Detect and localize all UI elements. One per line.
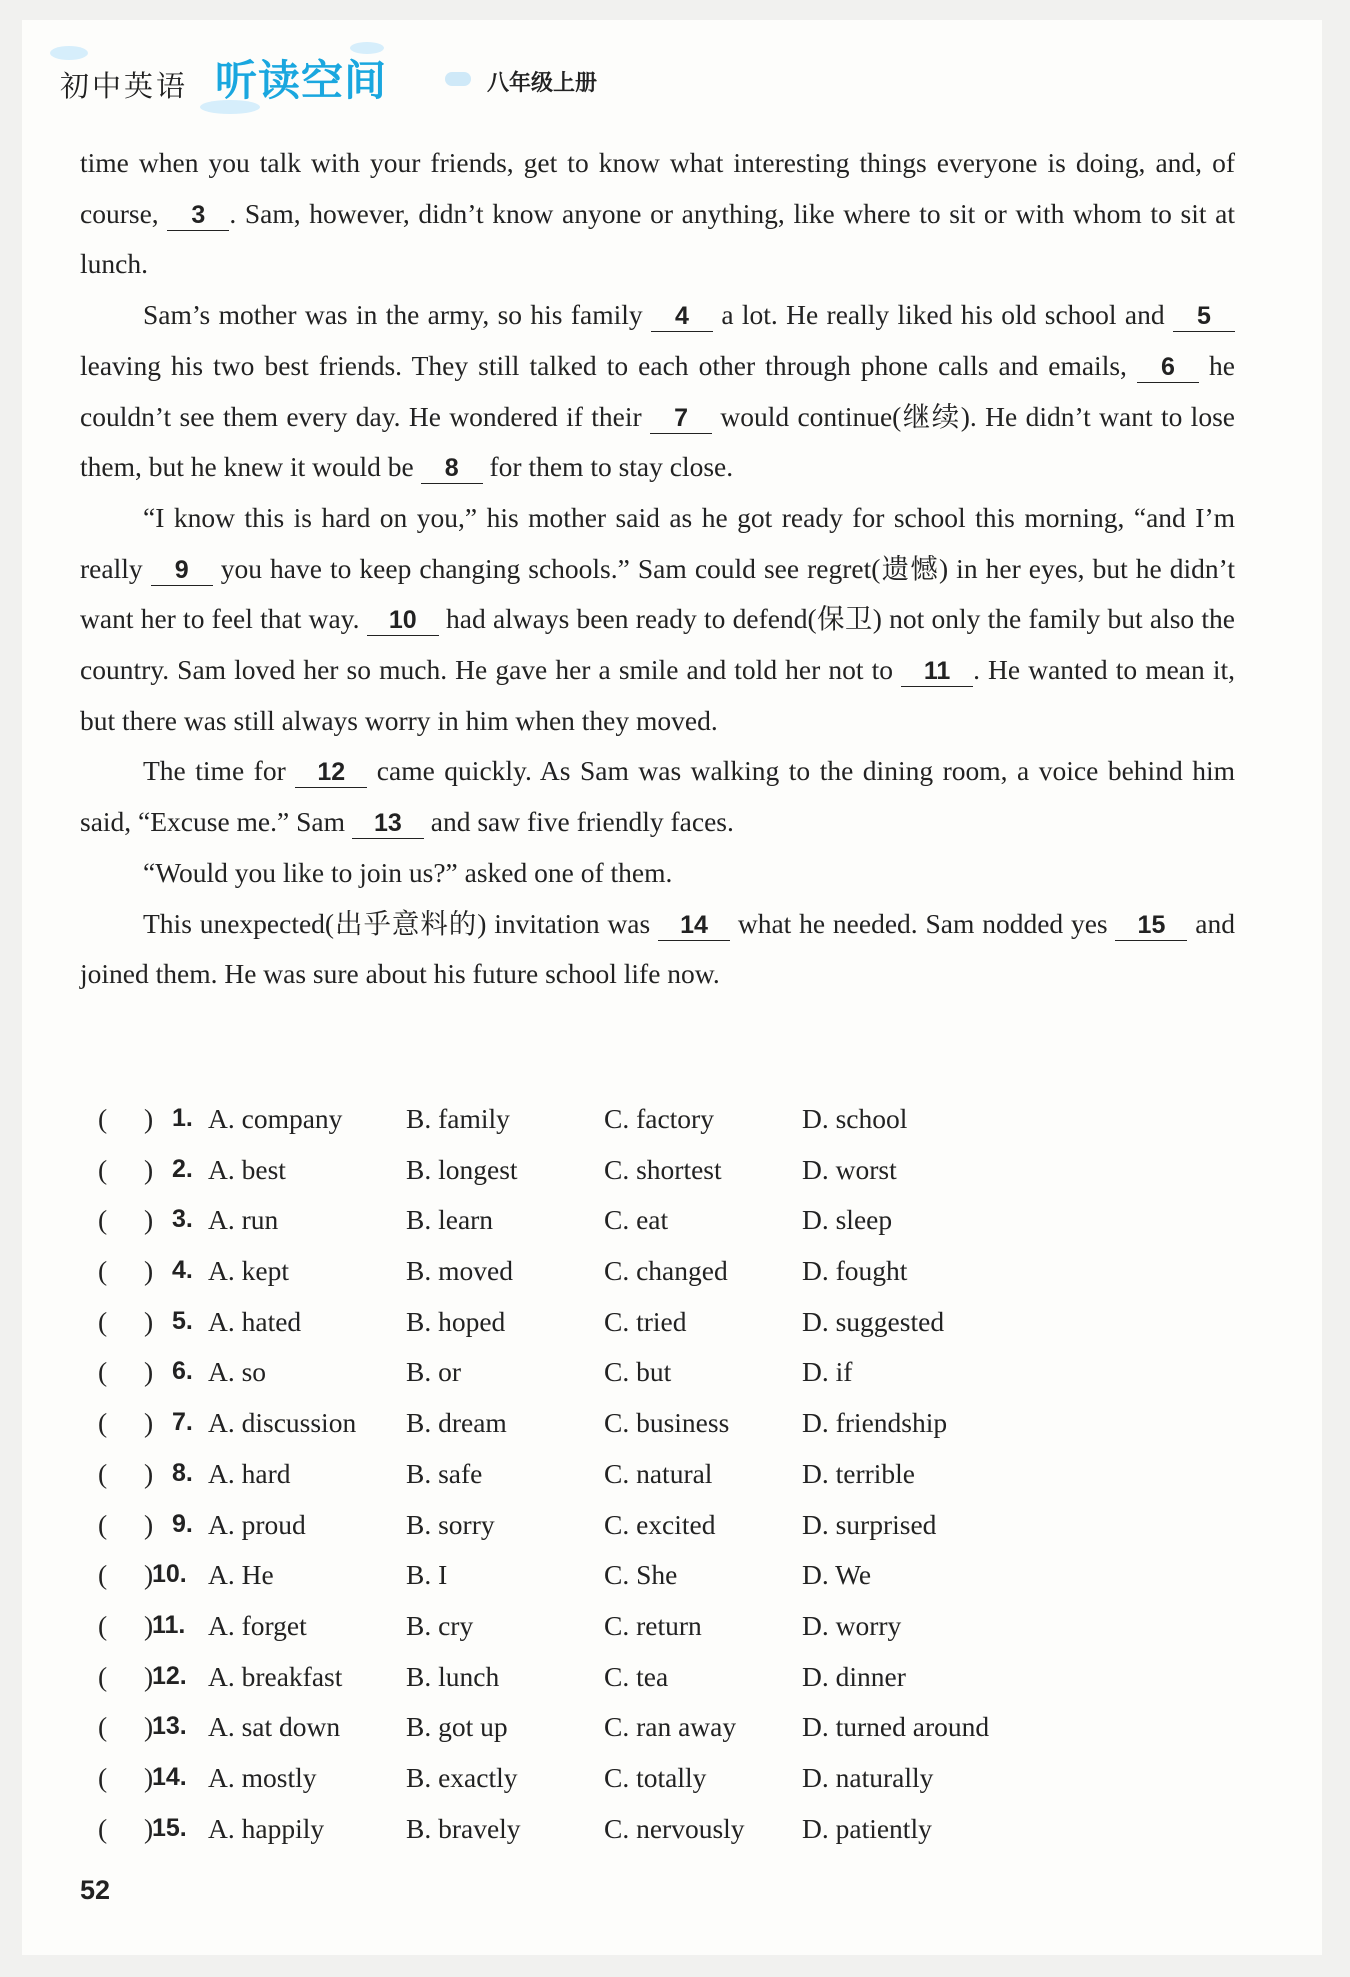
passage-paragraph (80, 899, 1235, 1000)
passage-text: and saw five friendly faces. (423, 806, 734, 838)
option-d: D. naturally (802, 1761, 934, 1793)
option-b: B. hoped (406, 1305, 506, 1337)
blank-13: 13 (352, 808, 424, 839)
question-number: 14. (152, 1762, 187, 1791)
option-d: D. worst (802, 1153, 897, 1185)
option-d: D. fought (802, 1255, 908, 1287)
option-a: A. proud (208, 1508, 306, 1540)
answer-bracket-close: ) (144, 1761, 154, 1793)
blank-9: 9 (151, 555, 213, 586)
option-b: B. I (406, 1559, 448, 1591)
blank-8: 8 (421, 453, 483, 484)
option-c: C. tried (604, 1305, 687, 1337)
option-a: A. run (208, 1204, 279, 1236)
option-a: A. breakfast (208, 1660, 343, 1692)
answer-bracket-open: ( (98, 1204, 108, 1236)
question-number: 12. (152, 1661, 187, 1690)
answer-bracket-open: ( (98, 1812, 108, 1844)
option-c: C. changed (604, 1255, 728, 1287)
answer-bracket-close: ) (144, 1204, 154, 1236)
option-c: C. tea (604, 1660, 669, 1692)
option-b: B. got up (406, 1711, 508, 1743)
option-c: C. excited (604, 1508, 716, 1540)
option-d: D. dinner (802, 1660, 906, 1692)
blank-4: 4 (651, 301, 713, 332)
question-row (98, 1754, 1248, 1805)
page-header (50, 40, 650, 120)
option-d: D. if (802, 1356, 853, 1388)
option-b: B. bravely (406, 1812, 521, 1844)
question-row (98, 1703, 1248, 1754)
passage-text: Sam’s mother was in the army, so his family (143, 299, 651, 331)
option-a: A. discussion (208, 1407, 357, 1439)
answer-bracket-close: ) (144, 1660, 154, 1692)
passage-text: and joined them. He was sure about his future school life now. (80, 907, 1235, 990)
passage-paragraph (80, 848, 1235, 899)
option-c: C. return (604, 1609, 702, 1641)
question-row (98, 1805, 1248, 1856)
option-a: A. forget (208, 1609, 307, 1641)
option-b: B. dream (406, 1407, 507, 1439)
question-number: 6. (172, 1357, 193, 1386)
passage-text: for them to stay close. (482, 451, 734, 483)
question-number: 13. (152, 1712, 187, 1741)
cloud-decoration-icon (50, 46, 88, 60)
option-b: B. learn (406, 1204, 494, 1236)
blank-7: 7 (650, 403, 712, 434)
option-a: A. sat down (208, 1711, 341, 1743)
answer-bracket-close: ) (144, 1356, 154, 1388)
option-b: B. longest (406, 1153, 518, 1185)
passage-paragraph (80, 138, 1235, 290)
question-number: 10. (152, 1560, 187, 1589)
blank-10: 10 (367, 605, 439, 636)
option-d: D. patiently (802, 1812, 932, 1844)
question-number: 3. (172, 1205, 193, 1234)
passage-text: “I know this is hard on you,” his mother said as he got ready for school this morning, “and I’m really (80, 501, 1235, 584)
answer-bracket-close: ) (144, 1457, 154, 1489)
passage-text: had always been ready to defend(保卫) not only the family but also the country. Sam loved her so much. He gave her a smile and told her not to (80, 603, 1236, 686)
answer-bracket-open: ( (98, 1508, 108, 1540)
question-row (98, 1247, 1248, 1298)
question-number: 5. (172, 1306, 193, 1335)
passage-paragraph (80, 746, 1235, 847)
question-row (98, 1348, 1248, 1399)
option-d: D. surprised (802, 1508, 937, 1540)
question-row (98, 1298, 1248, 1349)
option-b: B. or (406, 1356, 461, 1388)
blank-12: 12 (295, 757, 367, 788)
option-c: C. nervously (604, 1812, 745, 1844)
question-number: 11. (152, 1610, 186, 1639)
passage-text: he couldn’t see them every day. He wondered if their (80, 349, 1235, 432)
blank-14: 14 (658, 910, 730, 941)
answer-bracket-open: ( (98, 1255, 108, 1287)
question-row (98, 1602, 1248, 1653)
option-c: C. She (604, 1559, 678, 1591)
blank-11: 11 (901, 656, 973, 687)
series-title: 初中英语 (60, 69, 189, 103)
passage-text: would continue(继续). He didn’t want to lose them, but he knew it would be (80, 400, 1235, 483)
question-row (98, 1501, 1248, 1552)
question-number: 2. (172, 1154, 193, 1183)
option-d: D. worry (802, 1609, 902, 1641)
option-d: D. terrible (802, 1457, 916, 1489)
option-c: C. factory (604, 1103, 714, 1134)
passage-paragraph (80, 493, 1235, 747)
answer-bracket-open: ( (98, 1761, 108, 1793)
passage-paragraph (80, 290, 1235, 493)
option-b: B. lunch (406, 1660, 500, 1692)
grade-badge-icon (445, 72, 471, 86)
option-c: C. natural (604, 1457, 713, 1489)
blank-6: 6 (1137, 352, 1199, 383)
option-d: D. friendship (802, 1407, 948, 1439)
answer-bracket-close: ) (144, 1609, 154, 1641)
option-b: B. sorry (406, 1508, 495, 1540)
option-d: D. suggested (802, 1305, 945, 1337)
passage-text: . He wanted to mean it, but there was still always worry in him when they moved. (80, 654, 1236, 736)
answer-bracket-open: ( (98, 1103, 108, 1134)
blank-5: 5 (1173, 301, 1235, 332)
page-number: 52 (80, 1875, 111, 1905)
grade-label: 八年级上册 (487, 71, 598, 96)
option-b: B. moved (406, 1255, 513, 1287)
option-d: D. turned around (802, 1711, 990, 1743)
option-a: A. kept (208, 1255, 289, 1287)
question-number: 15. (152, 1813, 187, 1842)
passage-text: . Sam, however, didn’t know anyone or anything, like where to sit or with whom to sit at lunch. (80, 197, 1235, 280)
option-a: A. He (208, 1559, 274, 1591)
option-d: D. We (802, 1559, 872, 1591)
option-a: A. company (208, 1103, 343, 1134)
option-a: A. hated (208, 1305, 302, 1337)
answer-bracket-open: ( (98, 1457, 108, 1489)
question-number: 8. (172, 1458, 193, 1487)
passage-text: what he needed. Sam nodded yes (730, 907, 1116, 939)
question-number: 7. (172, 1408, 193, 1437)
question-list (98, 1095, 1248, 1855)
passage-text: time when you talk with your friends, get to know what interesting things everyone is doing, and, of course, (80, 147, 1235, 229)
question-number: 1. (172, 1104, 193, 1132)
option-b: B. safe (406, 1457, 483, 1489)
option-c: C. shortest (604, 1153, 722, 1185)
answer-bracket-close: ) (144, 1559, 154, 1591)
passage-text: “Would you like to join us?” asked one of them. (143, 856, 673, 888)
answer-bracket-close: ) (144, 1153, 154, 1185)
passage-text: a lot. He really liked his old school and (712, 299, 1173, 331)
answer-bracket-close: ) (144, 1711, 154, 1743)
option-b: B. family (406, 1103, 510, 1134)
answer-bracket-open: ( (98, 1660, 108, 1692)
question-row (98, 1095, 1248, 1146)
answer-bracket-open: ( (98, 1609, 108, 1641)
question-row (98, 1146, 1248, 1197)
option-d: D. school (802, 1103, 908, 1134)
answer-bracket-close: ) (144, 1407, 154, 1439)
option-c: C. but (604, 1356, 672, 1388)
question-row (98, 1653, 1248, 1704)
answer-bracket-close: ) (144, 1103, 154, 1134)
option-b: B. exactly (406, 1761, 518, 1793)
answer-bracket-close: ) (144, 1812, 154, 1844)
blank-15: 15 (1115, 910, 1187, 941)
question-number: 4. (172, 1256, 193, 1285)
answer-bracket-close: ) (144, 1305, 154, 1337)
option-a: A. so (208, 1356, 267, 1388)
passage-text: you have to keep changing schools.” Sam could see regret(遗憾) in her eyes, but he didn’t want her to feel that way. (80, 552, 1235, 635)
option-c: C. ran away (604, 1711, 737, 1743)
blank-3: 3 (167, 200, 229, 231)
answer-bracket-open: ( (98, 1711, 108, 1743)
answer-bracket-close: ) (144, 1255, 154, 1287)
passage-text: The time for (143, 755, 296, 787)
option-d: D. sleep (802, 1204, 893, 1236)
answer-bracket-open: ( (98, 1153, 108, 1185)
answer-bracket-open: ( (98, 1356, 108, 1388)
option-a: A. mostly (208, 1761, 317, 1793)
question-row (98, 1399, 1248, 1450)
answer-bracket-open: ( (98, 1407, 108, 1439)
question-row (98, 1551, 1248, 1602)
question-row (98, 1196, 1248, 1247)
option-c: C. totally (604, 1761, 707, 1793)
option-a: A. hard (208, 1457, 291, 1489)
question-number: 9. (172, 1509, 193, 1538)
option-c: C. eat (604, 1204, 669, 1236)
passage-text: leaving his two best friends. They still talked to each other through phone calls and emails, (80, 349, 1137, 381)
option-c: C. business (604, 1407, 730, 1439)
question-row (98, 1450, 1248, 1501)
brand-logo: 听读空间 (215, 56, 388, 105)
answer-bracket-open: ( (98, 1305, 108, 1337)
passage-text: This unexpected(出乎意料的) invitation was (143, 907, 659, 939)
cloze-passage (80, 138, 1235, 1000)
answer-bracket-close: ) (144, 1508, 154, 1540)
answer-bracket-open: ( (98, 1559, 108, 1591)
option-a: A. happily (208, 1812, 325, 1844)
passage-text: came quickly. As Sam was walking to the dining room, a voice behind him said, “Excuse me.” Sam (80, 755, 1235, 838)
option-b: B. cry (406, 1609, 474, 1641)
option-a: A. best (208, 1153, 286, 1185)
